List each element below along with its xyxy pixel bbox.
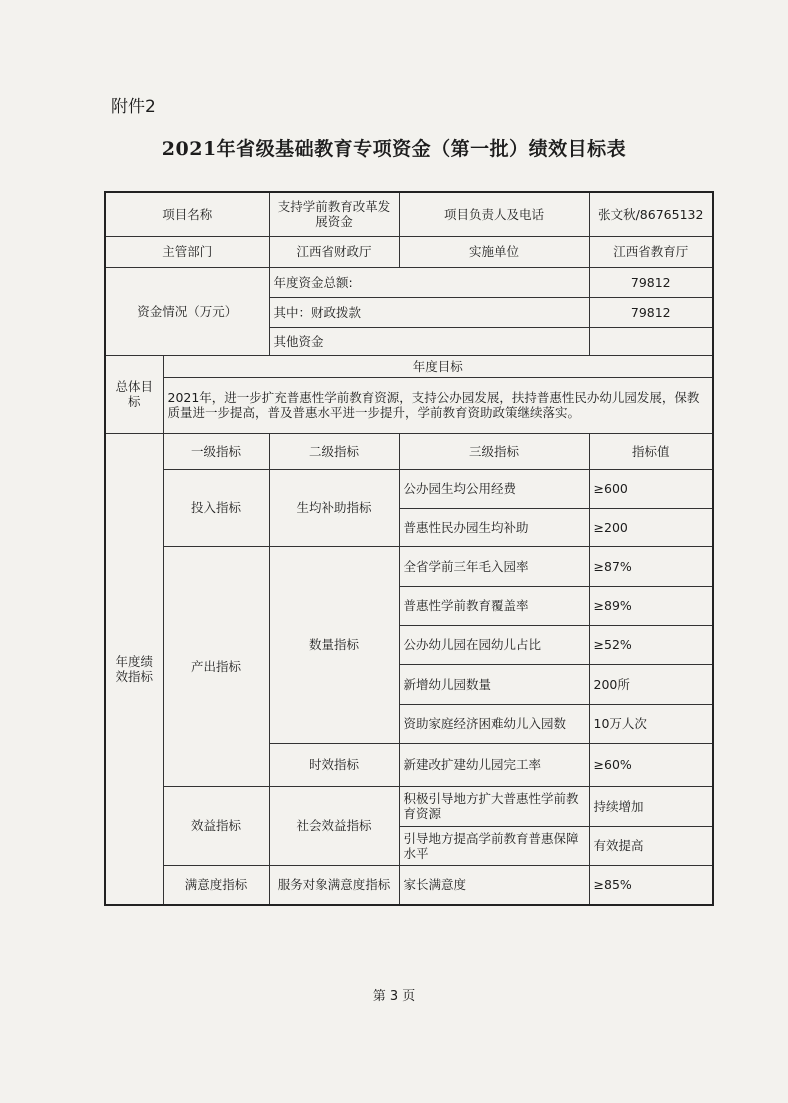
table-row [105, 192, 713, 236]
fiscal-label: 其中：财政拨款 [269, 297, 589, 327]
group-output: 产出指标 [163, 546, 269, 786]
indicator-name: 普惠性学前教育覆盖率 [399, 586, 589, 625]
group-service: 服务对象满意度指标 [269, 865, 399, 905]
table-row [105, 267, 713, 297]
goal-header: 年度目标 [163, 355, 713, 377]
indicator-name: 资助家庭经济困难幼儿入园数 [399, 704, 589, 743]
attachment-label: 附件2 [111, 97, 156, 117]
indicator-name: 公办园生均公用经费 [399, 469, 589, 508]
table-row [105, 469, 713, 508]
funds-label: 资金情况（万元） [105, 267, 269, 355]
header-value: 指标值 [589, 433, 713, 469]
indicator-value: 持续增加 [589, 786, 713, 826]
group-input: 投入指标 [163, 469, 269, 546]
table-row [105, 433, 713, 469]
project-name-value: 支持学前教育改革发展资金 [269, 192, 399, 236]
group-input-sub: 生均补助指标 [269, 469, 399, 546]
indicator-value: 有效提高 [589, 826, 713, 865]
group-satisfaction: 满意度指标 [163, 865, 269, 905]
header-level3: 三级指标 [399, 433, 589, 469]
indicator-name: 引导地方提高学前教育普惠保障水平 [399, 826, 589, 865]
table-row [105, 865, 713, 905]
goal-label: 总体目标 [105, 355, 163, 433]
indicator-name: 家长满意度 [399, 865, 589, 905]
performance-table [104, 191, 714, 906]
indicator-name: 公办幼儿园在园幼儿占比 [399, 625, 589, 664]
indicator-value: ≥85% [589, 865, 713, 905]
indicator-value: ≥60% [589, 743, 713, 786]
owner-label: 项目负责人及电话 [399, 192, 589, 236]
table-row [105, 546, 713, 586]
table-row [105, 377, 713, 433]
indicator-value: ≥52% [589, 625, 713, 664]
dept-value: 江西省财政厅 [269, 236, 399, 267]
impl-value: 江西省教育厅 [589, 236, 713, 267]
fiscal-value: 79812 [589, 297, 713, 327]
indicator-value: ≥200 [589, 508, 713, 546]
indicator-name: 新增幼儿园数量 [399, 664, 589, 704]
owner-value: 张文秋/86765132 [589, 192, 713, 236]
group-social: 社会效益指标 [269, 786, 399, 865]
indicator-value: ≥600 [589, 469, 713, 508]
indicator-value: ≥87% [589, 546, 713, 586]
indicator-value: 10万人次 [589, 704, 713, 743]
group-timeliness: 时效指标 [269, 743, 399, 786]
group-quantity: 数量指标 [269, 546, 399, 743]
indicator-name: 积极引导地方扩大普惠性学前教育资源 [399, 786, 589, 826]
indicator-name: 普惠性民办园生均补助 [399, 508, 589, 546]
impl-label: 实施单位 [399, 236, 589, 267]
total-value: 79812 [589, 267, 713, 297]
other-value [589, 327, 713, 355]
table-row [105, 236, 713, 267]
header-level1: 一级指标 [163, 433, 269, 469]
group-benefit: 效益指标 [163, 786, 269, 865]
project-name-label: 项目名称 [105, 192, 269, 236]
total-label: 年度资金总额: [269, 267, 589, 297]
table-row [105, 355, 713, 377]
indicator-value: 200所 [589, 664, 713, 704]
indicators-label: 年度绩效指标 [105, 433, 163, 905]
indicator-name: 全省学前三年毛入园率 [399, 546, 589, 586]
header-level2: 二级指标 [269, 433, 399, 469]
dept-label: 主管部门 [105, 236, 269, 267]
page-number: 第 3 页 [372, 989, 416, 1004]
goal-text: 2021年，进一步扩充普惠性学前教育资源，支持公办园发展，扶持普惠性民办幼儿园发展，保教质量进一步提高，普及普惠水平进一步提升，学前教育资助政策继续落实。 [163, 377, 713, 433]
indicator-name: 新建改扩建幼儿园完工率 [399, 743, 589, 786]
document-title: 2021年省级基础教育专项资金（第一批）绩效目标表 [161, 138, 627, 160]
table-row [105, 786, 713, 826]
other-label: 其他资金 [269, 327, 589, 355]
indicator-value: ≥89% [589, 586, 713, 625]
